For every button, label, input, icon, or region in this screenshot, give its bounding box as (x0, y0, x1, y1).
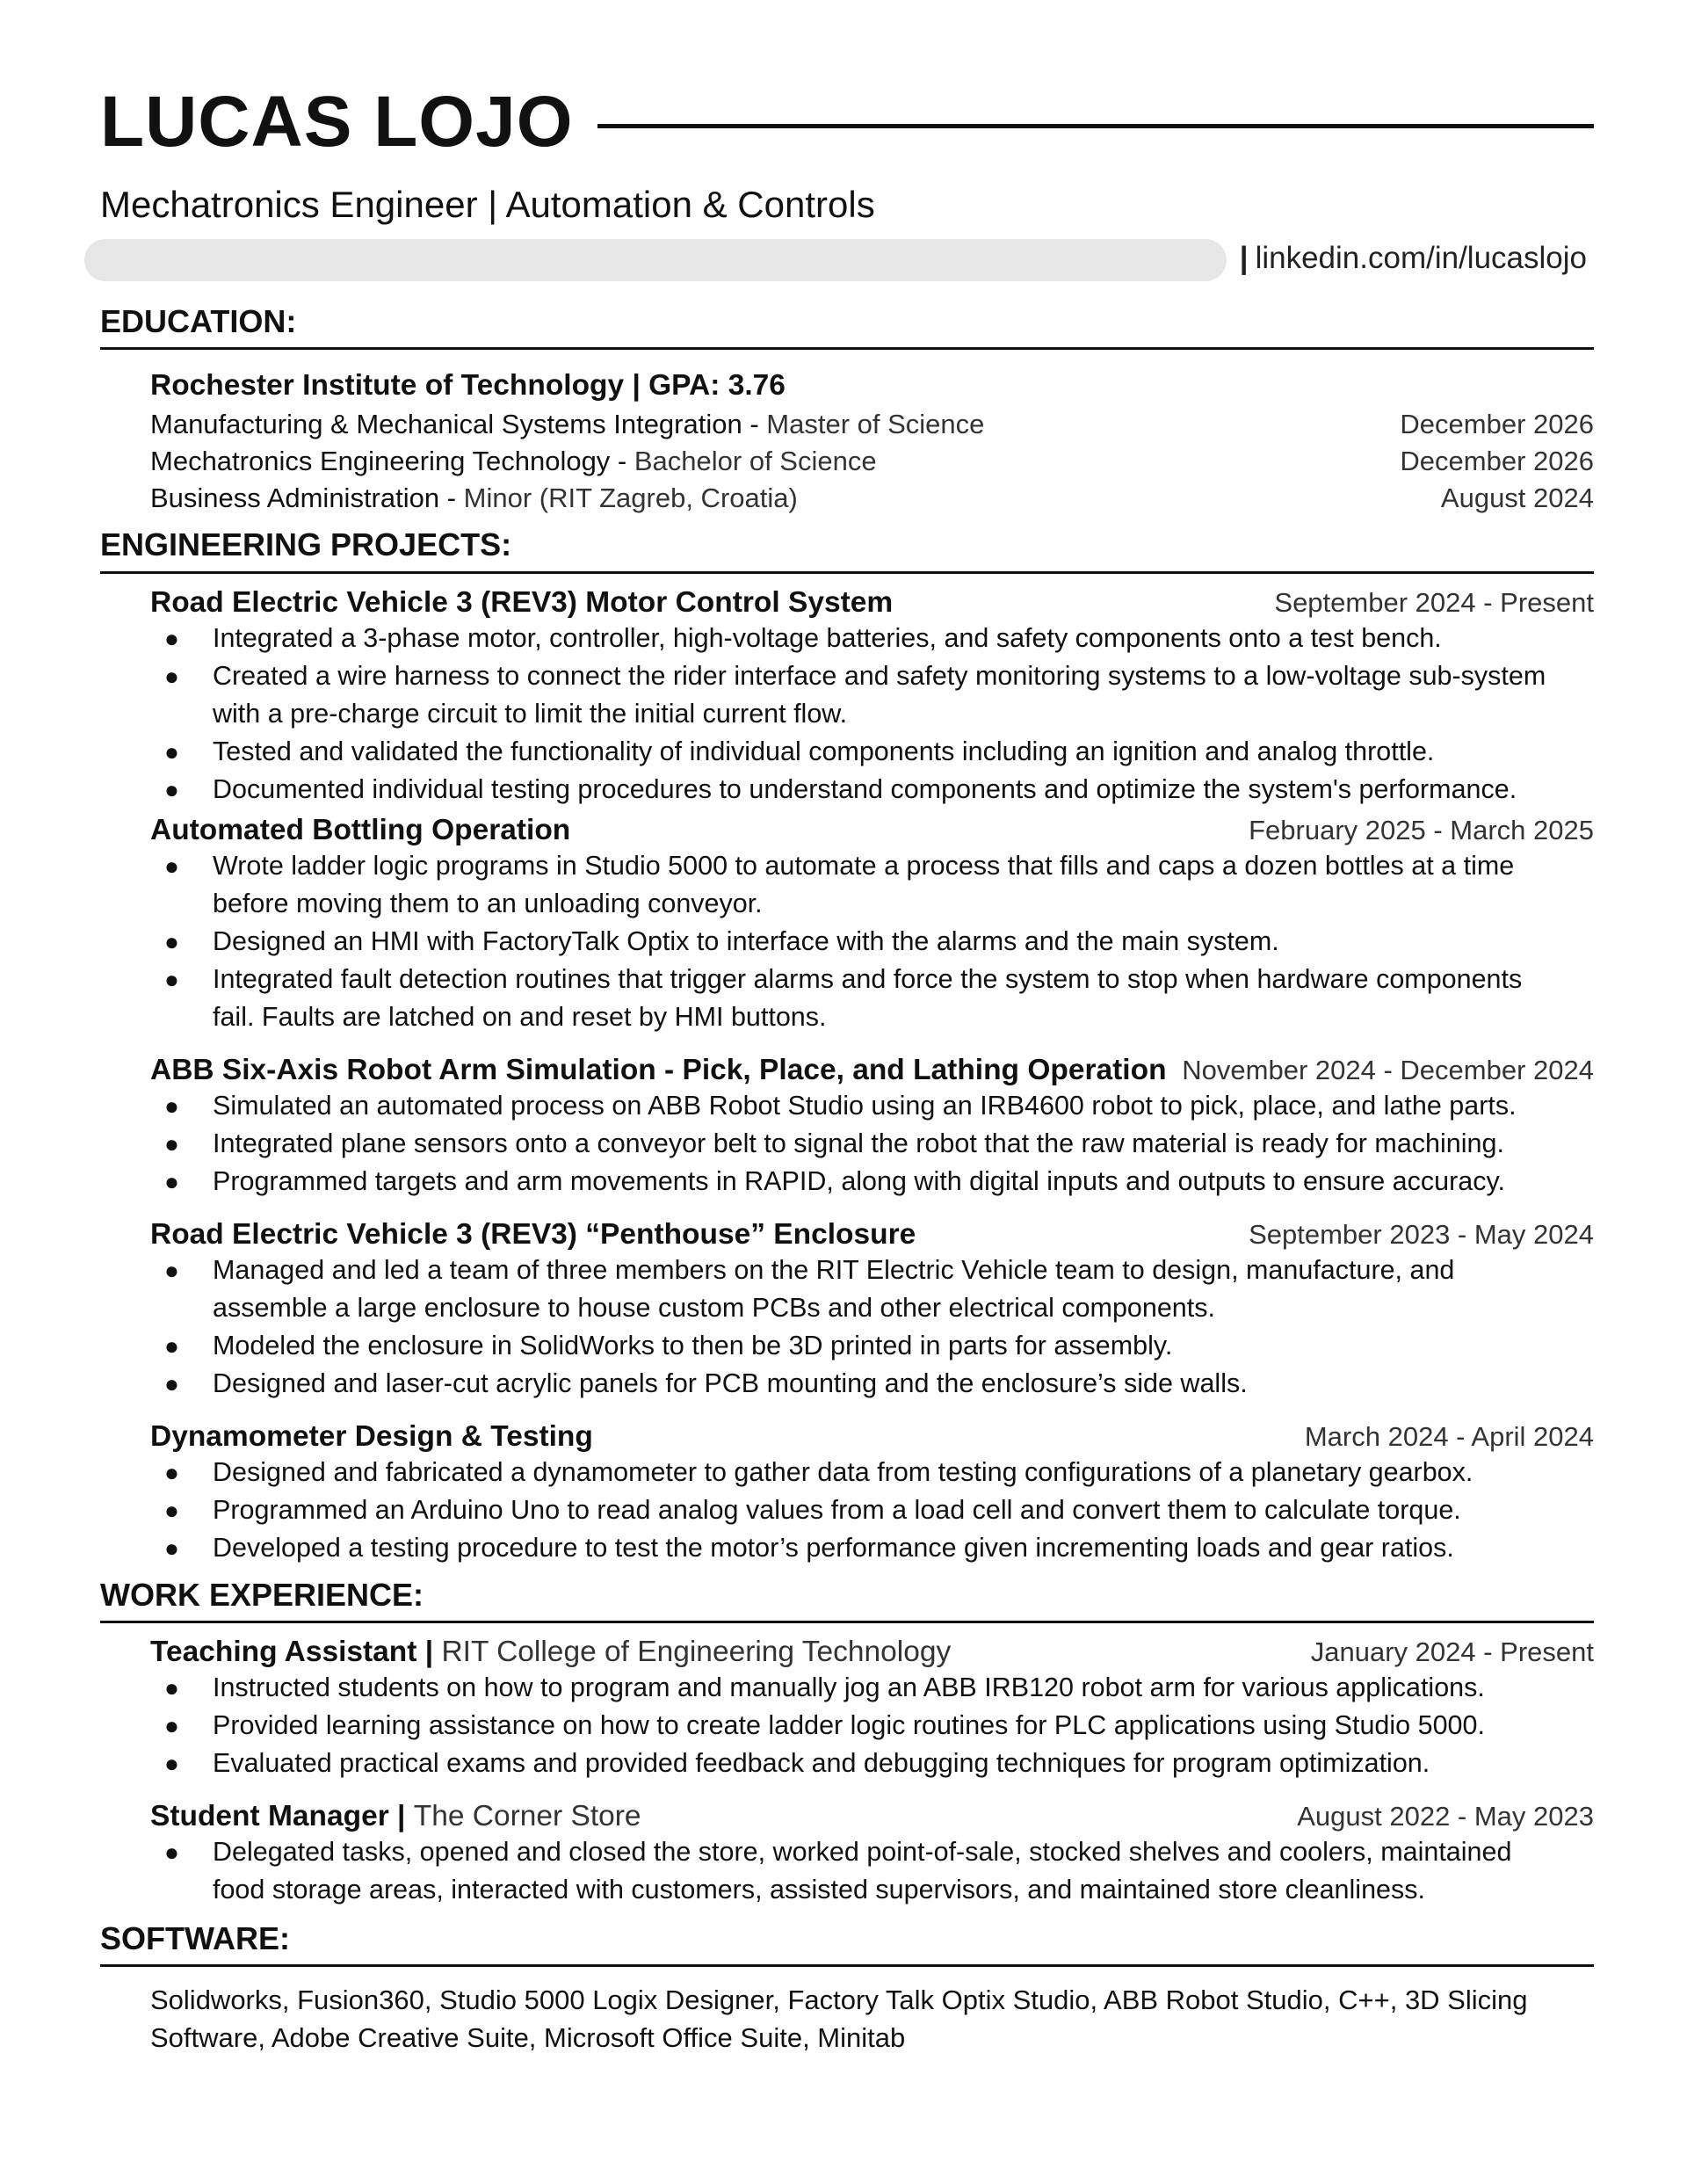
bullet-icon: ● (164, 852, 179, 880)
project-entry (150, 1218, 1594, 1403)
program-degree: Master of Science (766, 409, 985, 440)
contact-text (1240, 241, 1587, 276)
bullet-item (150, 1087, 1594, 1125)
bullet-text: Delegated tasks, opened and closed the store, worked point-of-sale, stocked shelves and coolers, maintained (213, 1836, 1512, 1867)
bullet-text: assemble a large enclosure to house custom PCBs and other electrical components. (213, 1292, 1215, 1323)
project-name: Automated Bottling Operation (150, 813, 571, 846)
program-name: Business Administration (150, 483, 440, 514)
bullet-list (150, 1454, 1594, 1567)
work-heading: WORK EXPERIENCE: (100, 1576, 424, 1613)
education-section (100, 366, 1594, 517)
software-line: Software, Adobe Creative Suite, Microsoft Office Suite, Minitab (150, 2021, 906, 2053)
contact-separator: | (1239, 241, 1249, 276)
bullet-text: Documented individual testing procedures to understand components and optimize the system's performance. (213, 773, 1517, 804)
bullet-item (150, 733, 1594, 771)
school-name: Rochester Institute of Technology | GPA: 3.76 (150, 369, 786, 403)
work-separator: | (388, 1799, 414, 1832)
work-org: RIT College of Engineering Technology (441, 1635, 952, 1668)
bullet-text: Created a wire harness to connect the rider interface and safety monitoring systems to a low-voltage sub-system (213, 660, 1546, 691)
candidate-title: Mechatronics Engineer | Automation & Controls (100, 184, 875, 225)
bullet-text: Integrated a 3-phase motor, controller, high-voltage batteries, and safety components onto a test bench. (213, 622, 1442, 653)
education-program-row (150, 406, 1594, 443)
work-title (150, 1800, 641, 1833)
education-divider (100, 347, 1594, 350)
bullet-text: Designed and laser-cut acrylic panels for PCB mounting and the enclosure’s side walls. (213, 1368, 1248, 1398)
bullet-list (150, 620, 1594, 809)
bullet-item (150, 1669, 1594, 1707)
work-date: August 2022 - May 2023 (1297, 1800, 1594, 1832)
work-entry (150, 1636, 1594, 1782)
project-name: Road Electric Vehicle 3 (REV3) “Penthouse” Enclosure (150, 1217, 916, 1251)
bullet-icon: ● (164, 1838, 179, 1866)
program-text (150, 443, 877, 480)
bullet-icon: ● (164, 1534, 179, 1562)
bullet-text: Modeled the enclosure in SolidWorks to then be 3D printed in parts for assembly. (213, 1330, 1173, 1360)
software-heading: SOFTWARE: (100, 1919, 290, 1956)
project-date: March 2024 - April 2024 (1304, 1420, 1594, 1452)
bullet-item (150, 771, 1594, 809)
bullet-item (150, 1252, 1594, 1327)
project-entry (150, 1420, 1594, 1567)
work-role: Student Manager (150, 1799, 389, 1832)
bullet-icon: ● (164, 1256, 179, 1284)
project-header (150, 1054, 1594, 1087)
bullet-icon: ● (164, 1711, 179, 1739)
bullet-text: fail. Faults are latched on and reset by HMI buttons. (213, 1001, 827, 1032)
bullet-text: before moving them to an unloading conveyor. (213, 888, 763, 918)
bullet-item (150, 620, 1594, 657)
project-header (150, 1420, 1594, 1454)
program-degree: Bachelor of Science (634, 446, 877, 477)
bullet-text: Tested and validated the functionality of individual components including an ignition and analog throttle. (213, 736, 1435, 766)
bullet-text: Designed and fabricated a dynamometer to gather data from testing configurations of a planetary gearbox. (213, 1456, 1473, 1487)
bullet-text: Managed and led a team of three members on the RIT Electric Vehicle team to design, manufacture, and (213, 1254, 1455, 1285)
education-heading: EDUCATION: (100, 303, 297, 340)
bullet-icon: ● (164, 662, 179, 690)
project-header (150, 586, 1594, 620)
program-date: August 2024 (1440, 483, 1594, 514)
project-name: Road Electric Vehicle 3 (REV3) Motor Control System (150, 585, 894, 619)
bullet-text: with a pre-charge circuit to limit the initial current flow. (213, 698, 848, 729)
bullet-icon: ● (164, 1496, 179, 1524)
bullet-item (150, 1707, 1594, 1745)
bullet-text: Simulated an automated process on ABB Robot Studio using an IRB4600 robot to pick, place, and lathe parts. (213, 1090, 1517, 1121)
program-degree: Minor (RIT Zagreb, Croatia) (463, 483, 798, 514)
bullet-item (150, 923, 1594, 961)
redacted-contact-info (84, 239, 1227, 281)
program-text (150, 406, 984, 443)
education-programs (150, 406, 1594, 517)
bullet-icon: ● (164, 624, 179, 652)
education-program-row (150, 480, 1594, 517)
project-date: November 2024 - December 2024 (1182, 1054, 1594, 1085)
project-entry (150, 1054, 1594, 1201)
bullet-list (150, 1833, 1594, 1909)
software-section (100, 1981, 1594, 2057)
program-text (150, 480, 798, 517)
bullet-item (150, 1125, 1594, 1163)
bullet-item (150, 1491, 1594, 1529)
bullet-icon: ● (164, 1369, 179, 1397)
work-header (150, 1636, 1594, 1669)
work-entry (150, 1800, 1594, 1909)
work-date: January 2024 - Present (1310, 1636, 1594, 1667)
software-divider (100, 1964, 1594, 1967)
work-title (150, 1636, 951, 1669)
project-name: Dynamometer Design & Testing (150, 1419, 593, 1453)
bullet-item (150, 657, 1594, 733)
project-entry (150, 814, 1594, 1036)
bullet-text: Designed an HMI with FactoryTalk Optix to interface with the alarms and the main system. (213, 925, 1279, 956)
program-name: Mechatronics Engineering Technology (150, 446, 611, 477)
bullet-list (150, 1252, 1594, 1403)
bullet-text: Programmed an Arduino Uno to read analog values from a load cell and convert them to calculate torque. (213, 1494, 1461, 1525)
program-date: December 2026 (1400, 446, 1594, 477)
resume-page (100, 76, 1594, 2057)
name-divider (597, 124, 1594, 128)
bullet-text: food storage areas, interacted with customers, assisted supervisors, and maintained store cleanliness. (213, 1874, 1425, 1905)
bullet-item (150, 1327, 1594, 1365)
work-separator: | (416, 1635, 442, 1668)
projects-heading: ENGINEERING PROJECTS: (100, 526, 512, 563)
program-date: December 2026 (1400, 409, 1594, 440)
bullet-text: Integrated fault detection routines that trigger alarms and force the system to stop when hardware components (213, 963, 1523, 994)
bullet-icon: ● (164, 1749, 179, 1777)
projects-section (100, 586, 1594, 1567)
program-name: Manufacturing & Mechanical Systems Integration (150, 409, 742, 440)
candidate-name: LUCAS LOJO (100, 82, 574, 162)
bullet-list (150, 1669, 1594, 1782)
bullet-text: Integrated plane sensors onto a conveyor belt to signal the robot that the raw material is ready for machining. (213, 1128, 1504, 1158)
bullet-item (150, 1833, 1594, 1909)
software-line: Solidworks, Fusion360, Studio 5000 Logix Designer, Factory Talk Optix Studio, ABB Robot Studio, C++, 3D Slicing (150, 1984, 1528, 2015)
work-role: Teaching Assistant (150, 1635, 417, 1668)
bullet-icon: ● (164, 965, 179, 993)
bullet-icon: ● (164, 1331, 179, 1360)
bullet-item (150, 1529, 1594, 1567)
project-name: ABB Six-Axis Robot Arm Simulation - Pick, Place, and Lathing Operation (150, 1053, 1167, 1086)
bullet-icon: ● (164, 1167, 179, 1195)
bullet-text: Programmed targets and arm movements in RAPID, along with digital inputs and outputs to ensure accuracy. (213, 1165, 1505, 1196)
name-row (100, 76, 1594, 169)
bullet-text: Instructed students on how to program and manually jog an ABB IRB120 robot arm for various applications. (213, 1672, 1485, 1702)
bullet-text: Evaluated practical exams and provided feedback and debugging techniques for program optimization. (213, 1747, 1430, 1778)
project-header (150, 814, 1594, 847)
bullet-icon: ● (164, 737, 179, 765)
education-program-row (150, 443, 1594, 480)
work-header (150, 1800, 1594, 1833)
program-separator: - (439, 483, 464, 514)
bullet-item (150, 1454, 1594, 1491)
bullet-icon: ● (164, 1092, 179, 1120)
bullet-icon: ● (164, 775, 179, 803)
bullet-text: Developed a testing procedure to test the motor’s performance given incrementing loads and gear ratios. (213, 1532, 1454, 1563)
work-org: The Corner Store (413, 1799, 641, 1832)
bullet-item (150, 1163, 1594, 1201)
projects-divider (100, 571, 1594, 574)
bullet-text: Wrote ladder logic programs in Studio 5000 to automate a process that fills and caps a dozen bottles at a time (213, 850, 1515, 881)
bullet-item (150, 1745, 1594, 1782)
bullet-list (150, 847, 1594, 1036)
project-date: February 2025 - March 2025 (1249, 814, 1594, 845)
project-date: September 2024 - Present (1274, 586, 1594, 618)
bullet-icon: ● (164, 1458, 179, 1486)
bullet-item (150, 961, 1594, 1036)
bullet-icon: ● (164, 927, 179, 955)
program-separator: - (742, 409, 767, 440)
bullet-item (150, 1365, 1594, 1403)
work-divider (100, 1621, 1594, 1623)
bullet-icon: ● (164, 1129, 179, 1157)
project-date: September 2023 - May 2024 (1249, 1218, 1594, 1250)
bullet-icon: ● (164, 1673, 179, 1701)
contact-row (100, 237, 1594, 288)
project-entry (150, 586, 1594, 809)
project-header (150, 1218, 1594, 1252)
linkedin-link[interactable]: linkedin.com/in/lucaslojo (1255, 241, 1587, 276)
program-separator: - (610, 446, 634, 477)
bullet-text: Provided learning assistance on how to create ladder logic routines for PLC applications using Studio 5000. (213, 1709, 1485, 1740)
bullet-list (150, 1087, 1594, 1201)
work-section (100, 1636, 1594, 1909)
bullet-item (150, 847, 1594, 923)
